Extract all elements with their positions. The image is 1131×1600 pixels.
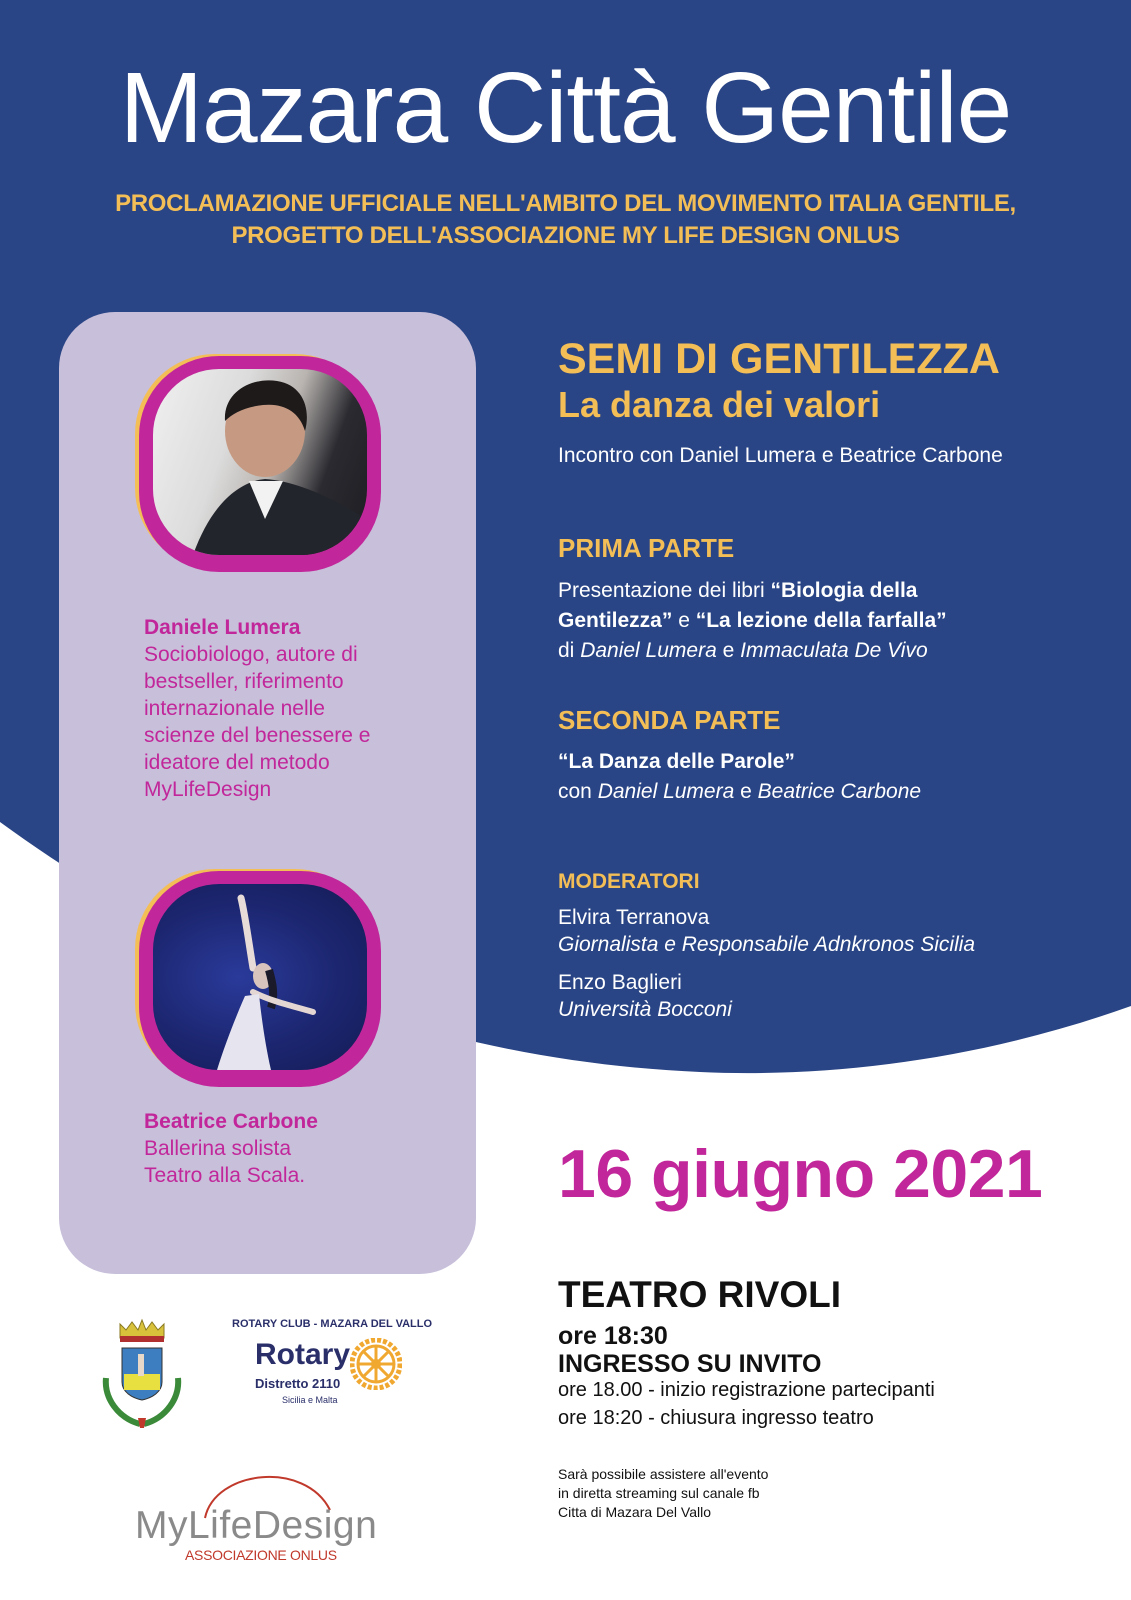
moderator-role: Giornalista e Responsabile Adnkronos Sicilia	[558, 933, 976, 956]
portrait-man-photo-icon	[153, 369, 367, 555]
venue-name: TEATRO RIVOLI	[558, 1274, 841, 1315]
part-2-heading: SECONDA PARTE	[558, 705, 781, 735]
rotary-wheel-icon	[350, 1338, 402, 1390]
moderator-name: Elvira Terranova	[558, 906, 710, 929]
ballerina-photo-icon	[153, 884, 367, 1070]
page-title: Mazara Città Gentile	[119, 52, 1012, 164]
part-1-heading: PRIMA PARTE	[558, 533, 735, 563]
mylifedesign-logo: MyLifeDesign ASSOCIAZIONE ONLUS	[130, 1460, 390, 1560]
subtitle-line-2: PROGETTO DELL'ASSOCIAZIONE MY LIFE DESIGN ONLUS	[231, 222, 900, 249]
coat-of-arms-icon	[100, 1318, 184, 1430]
speaker-bio: Sociobiologo, autore di bestseller, riferimento internazionale nelle scienze del benessere e ideatore del metodo MyLifeDesign	[144, 643, 371, 801]
subtitle	[0, 188, 1131, 252]
rotary-logo: ROTARY CLUB - MAZARA DEL VALLO Rotary Distretto 2110 Sicilia e Malta	[232, 1318, 433, 1405]
speaker-photo-frame	[135, 354, 381, 572]
event-subtitle: La danza dei valori	[558, 384, 881, 425]
speaker-bio: Ballerina solista Teatro alla Scala.	[144, 1137, 306, 1187]
moderators-heading: MODERATORI	[558, 870, 700, 893]
schedule-item: ore 18:20 - chiusura ingresso teatro	[558, 1407, 874, 1429]
moderator-item	[558, 969, 732, 1023]
schedule-item: ore 18.00 - inizio registrazione partecipanti	[558, 1379, 935, 1401]
part-2-description: “La Danza delle Parole” con Daniel Lumera e Beatrice Carbone	[558, 750, 922, 803]
speaker-name: Daniele Lumera	[144, 616, 301, 639]
event-date: 16 giugno 2021	[558, 1136, 1043, 1212]
speaker-name: Beatrice Carbone	[144, 1110, 318, 1133]
part-1-description: Presentazione dei libri “Biologia della Gentilezza” e “La lezione della farfalla” di Daniel Lumera e Immaculata De Vivo	[558, 579, 947, 662]
event-title: SEMI DI GENTILEZZA	[558, 335, 1000, 383]
moderator-item	[558, 904, 975, 958]
streaming-note: Sarà possibile assistere all'evento in diretta streaming sul canale fb Citta di Mazara Del Vallo	[558, 1466, 769, 1520]
speakers-card	[59, 312, 476, 1274]
moderator-name: Enzo Baglieri	[558, 971, 682, 994]
event-time: ore 18:30 INGRESSO SU INVITO	[558, 1322, 822, 1378]
moderator-role: Università Bocconi	[558, 998, 732, 1021]
subtitle-line-1: PROCLAMAZIONE UFFICIALE NELL'AMBITO DEL MOVIMENTO ITALIA GENTILE,	[115, 190, 1016, 217]
event-intro: Incontro con Daniel Lumera e Beatrice Carbone	[558, 444, 1003, 467]
speaker-photo-frame	[135, 869, 381, 1087]
entry-note: INGRESSO SU INVITO	[558, 1350, 822, 1378]
